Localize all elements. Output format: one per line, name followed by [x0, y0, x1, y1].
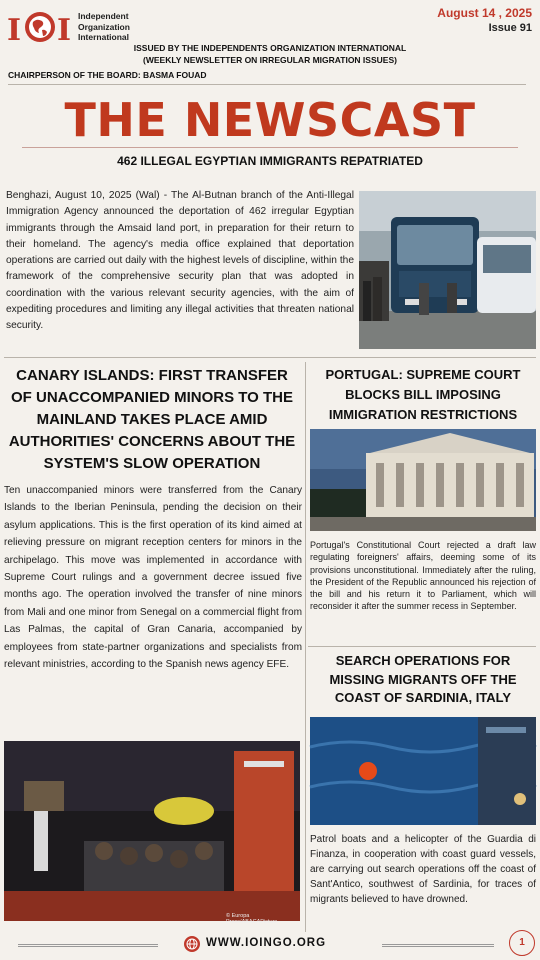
issuer-statement	[0, 42, 540, 66]
divider	[22, 147, 518, 148]
newsletter-subtitle: (WEEKLY NEWSLETTER ON IRREGULAR MIGRATION ISSUES)	[143, 55, 397, 65]
svg-text:I: I	[7, 13, 22, 48]
sardinia-headline: SEARCH OPERATIONS FOR MISSING MIGRANTS OFF THE COAST OF SARDINIA, ITALY	[329, 653, 517, 705]
newsletter-masthead: THE NEWSCAST	[64, 93, 476, 147]
website-link[interactable]: WWW.IOINGO.ORG	[206, 937, 327, 949]
rescue-boat-photo	[4, 741, 300, 925]
sea-rescue-photo	[310, 717, 536, 825]
logo-wordmark	[78, 11, 130, 43]
logo-line: International	[78, 32, 130, 42]
divider	[4, 357, 536, 358]
footer-rule-left	[18, 944, 158, 947]
logo-globe-icon	[6, 8, 74, 46]
rescue-boat-illustration	[4, 741, 300, 921]
issuer-line: ISSUED BY THE INDEPENDENTS ORGANIZATION INTERNATIONAL	[133, 43, 407, 53]
svg-text:I: I	[57, 13, 72, 48]
globe-icon	[184, 936, 200, 952]
lead-headline: 462 ILLEGAL EGYPTIAN IMMIGRANTS REPATRIATED	[117, 154, 423, 168]
photo-credit: © Europa Press/ABACAPicture	[226, 913, 278, 925]
canary-islands-headline: CANARY ISLANDS: FIRST TRANSFER OF UNACCOMPANIED MINORS TO THE MAINLAND TAKES PLACE AMID AUTHORITIES' CONCERNS ABOUT THE SYSTEM'S SLOW OPERATION	[8, 367, 296, 472]
column-divider	[305, 362, 306, 932]
divider	[308, 646, 536, 647]
issue-number: Issue 91	[488, 22, 532, 34]
sardinia-body: Patrol boats and a helicopter of the Guardia di Finanza, in cooperation with coast guard vessels, are carrying out search operations off the coast of Sant'Antico, southwest of Sardinia, for traces of migrants believed to have drowned.	[310, 834, 536, 905]
portugal-body: Portugal's Constitutional Court rejected a draft law regulating foreigners' affairs, deeming some of its provisions unconstitutional. Immediately after the ruling, the President of the Republic announced his rejection of the bill and his return it to Parliament, which will reconsider it after the summer recess in September.	[310, 540, 536, 612]
buses-illustration	[359, 191, 536, 349]
footer-rule-right	[382, 944, 494, 947]
buses-photo	[359, 191, 536, 349]
divider	[8, 84, 526, 85]
parliament-photo	[310, 429, 536, 531]
lead-article-body: Benghazi, August 10, 2025 (Wal) - The Al-Butnan branch of the Anti-Illegal Immigration Agency announced the deportation of 462 irregular Egyptian immigrants through the Amsaid land port, in preparation for their return to their homeland. The agency's media office explained that deportation operations are carried out daily with the highest levels of discipline, within the framework of the comprehensive security plan that was adopted in coordination with the various relevant security agencies, with the aim of expediting procedures and limiting any illegal activities that threaten national security.	[6, 190, 354, 332]
parliament-illustration	[310, 429, 536, 531]
chairperson-line: CHAIRPERSON OF THE BOARD: BASMA FOUAD	[8, 70, 207, 80]
canary-islands-body: Ten unaccompanied minors were transferred from the Canary Islands to the Iberian Peninsula, pending the decision on their asylum applications. This is the first operation of its kind aimed at relieving pressure on migrant reception centers for minors in the archipelago. This move was implemented in accordance with Supreme Court rulings and a government decree issued five months ago. The operation involved the transfer of nine minors from Mali and one minor from Senegal on a commercial flight from Las Palmas, the capital of Gran Canaria, accompanied by employees from state-partner organizations and specialists from relevant ministries, according to the Spanish news agency EFE.	[4, 485, 302, 671]
sea-rescue-illustration	[310, 717, 536, 825]
portugal-headline: PORTUGAL: SUPREME COURT BLOCKS BILL IMPOSING IMMIGRATION RESTRICTIONS	[325, 367, 521, 422]
logo-line: Independent	[78, 11, 129, 21]
logo-line: Organization	[78, 21, 130, 32]
issue-date: August 14 , 2025	[437, 6, 532, 20]
page-number: 1	[509, 930, 535, 956]
organization-logo	[6, 8, 176, 46]
